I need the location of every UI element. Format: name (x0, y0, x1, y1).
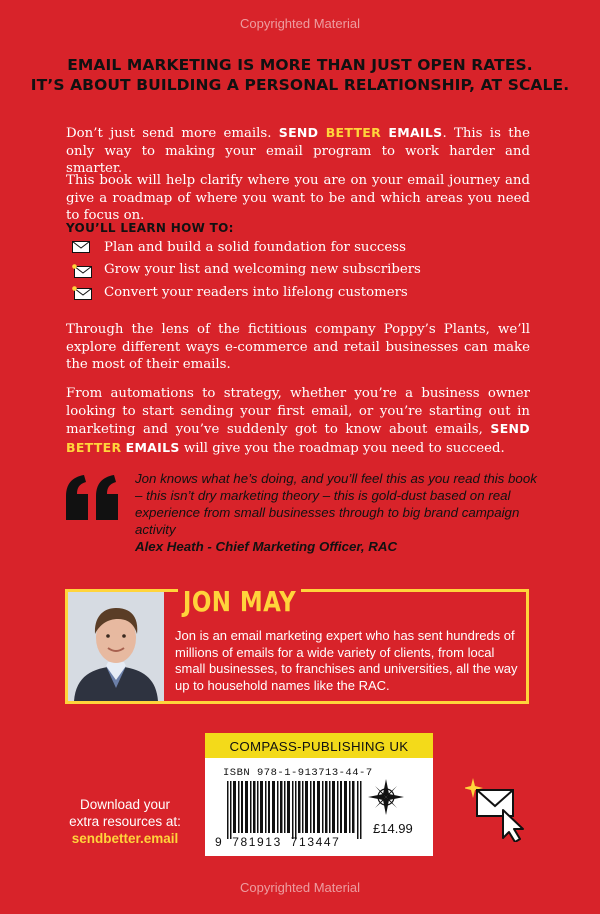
download-url: sendbetter.email (71, 831, 179, 846)
intro-p1-before: Don’t just send more emails. (66, 126, 279, 141)
body-p4-before: From automations to strategy, whether you’re a business owner looking to start sending your first email, or you’re starting out in marketing and you’ve suddenly got to know about emails, (66, 386, 530, 437)
learn-list-item (66, 236, 530, 259)
download-line-2: extra resources at: (69, 814, 181, 829)
brand-send: SEND (278, 125, 319, 140)
barcode (227, 781, 365, 839)
body-paragraph-4 (66, 385, 530, 457)
envelope-sparkle-icon (72, 286, 90, 298)
brand-send-2: SEND (490, 421, 530, 436)
author-photo (68, 592, 164, 701)
watermark-top: Copyrighted Material (240, 16, 360, 31)
quote-mark-icon (64, 474, 122, 524)
intro-p1-after: . This is the only way to making your email program to work harder and smarter. (66, 126, 530, 176)
body-paragraph-3: Through the lens of the fictitious company Poppy’s Plants, we’ll explore different ways e-commerce and retail businesses can make the most of their emails. (66, 322, 530, 372)
testimonial-attribution: Alex Heath - Chief Marketing Officer, RAC (135, 539, 398, 554)
body-p4-after: will give you the roadmap you need to succeed. (179, 440, 505, 456)
author-name: JON MAY (178, 585, 301, 618)
author-bio: Jon is an email marketing expert who has sent hundreds of millions of emails for a wide variety of clients, from local small businesses, to franchises and universities, all the way up to household names like the RAC. (175, 628, 518, 693)
headline-line-2: IT’S ABOUT BUILDING A PERSONAL RELATIONSHIP, AT SCALE. (30, 76, 570, 94)
brand-better: BETTER (325, 125, 382, 140)
brand-better-2: BETTER (66, 439, 122, 455)
download-line-1: Download your (79, 797, 171, 812)
intro-paragraph-1 (66, 124, 530, 178)
learn-item-label: Grow your list and welcoming new subscribers (104, 262, 421, 278)
envelope-sparkle-icon (72, 264, 90, 276)
compass-logo-icon (367, 778, 405, 816)
learn-list-title: YOU’LL LEARN HOW TO: (66, 221, 234, 235)
watermark-bottom: Copyrighted Material (240, 880, 360, 895)
learn-item-label: Convert your readers into lifelong customers (104, 284, 408, 300)
barcode-number: 9 781913 713447 (215, 835, 341, 849)
isbn-text: ISBN 978-1-913713-44-7 (223, 767, 373, 779)
learn-item-label: Plan and build a solid foundation for success (104, 239, 406, 255)
headline-line-1: EMAIL MARKETING IS MORE THAN JUST OPEN RATES. (67, 56, 533, 74)
brand-emails-2: EMAILS (125, 439, 180, 455)
price: £14.99 (373, 821, 413, 836)
envelope-icon (72, 241, 90, 253)
publisher-name: COMPASS-PUBLISHING UK (205, 733, 433, 758)
testimonial-quote: Jon knows what he’s doing, and you’ll feel this as you read this book – this isn’t dry marketing theory – this is gold-dust based on real experience from small businesses through to big brand campaign activity (135, 471, 537, 537)
learn-list-item (66, 281, 530, 304)
learn-list (66, 236, 530, 304)
email-cursor-icon (465, 776, 531, 842)
back-cover-headline (0, 55, 600, 95)
brand-emails: EMAILS (388, 125, 443, 140)
publisher-barcode-panel (205, 733, 433, 856)
download-resources (66, 796, 184, 847)
intro-paragraph-2: This book will help clarify where you are on your email journey and give a roadmap of where you want to be and which areas you need to focus on. (66, 173, 530, 223)
learn-list-item (66, 259, 530, 282)
